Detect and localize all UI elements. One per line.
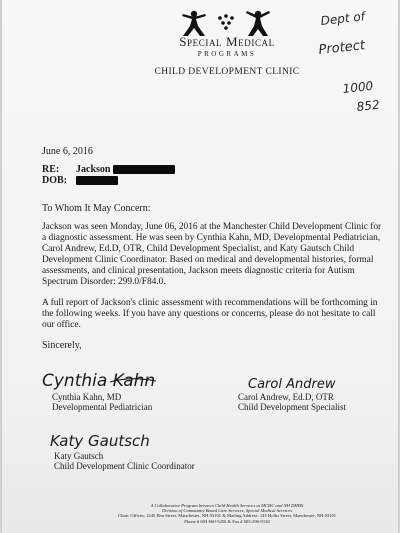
footer [62,503,392,524]
body-paragraph-2: A full report of Jackson's clinic assessment with recommendations will be forthcoming in the following weeks. If you have any questions or concerns, please do not hesitate to call our office. [42,298,378,330]
org-subtitle: PROGRAMS [197,50,257,58]
signer-title: Developmental Pediatrician [52,402,153,412]
re-label: RE: [42,164,60,175]
org-name: Special Medical [179,34,275,49]
signer-title: Child Development Specialist [238,402,346,412]
signer-name: Carol Andrew, Ed.D, OTR [238,392,334,402]
salutation: To Whom It May Concern: [42,203,151,214]
svg-text:Cynthia Kahn: Cynthia Kahn [42,371,156,391]
margin-note-2: Protect [317,38,366,58]
letter-page [2,0,398,533]
redaction-bar [76,176,118,185]
letter-date: June 6, 2016 [42,146,93,157]
subject-block [42,164,175,186]
signer-andrew [238,392,346,412]
margin-note-3: 1000 [342,78,374,96]
redaction-bar [113,165,175,174]
footer-line-2: Division of Community Based Care Services, Special Medical Services [161,508,293,514]
svg-text:Carol Andrew: Carol Andrew [248,377,336,392]
margin-note-1: Dept of [320,9,366,28]
signature-gautsch [48,426,168,452]
signer-title: Child Development Clinic Coordinator [54,461,195,471]
clinic-name: CHILD DEVELOPMENT CLINIC [154,67,300,77]
footer-line-1: A Collaborative Program between Child Health Services at MCHC and NH DHHS [150,503,304,508]
footer-line-4: Phone # 603-660-5456 & Fax # 603-296-0130 [184,518,270,524]
closing: Sincerely, [42,340,82,351]
signer-name: Cynthia Kahn, MD [52,392,122,402]
signer-name: Katy Gautsch [54,451,104,461]
signer-kahn [52,392,152,412]
signature-kahn [40,366,160,392]
signature-andrew [246,368,366,394]
margin-note-4: 852 [356,97,381,114]
signer-gautsch [54,451,195,471]
body-paragraph-1: Jackson was seen Monday, June 06, 2016 at the Manchester Child Development Clinic for a diagnostic assessment. He was seen by Cynthia Kahn, MD, Developmental Pediatrician, Carol Andrew, Ed.D, OTR, Child Development Specialist, and Katy Gautsch Child Development Clinic Coordinator. Based on medical and developmental histories, formal assessments, and clinical presentation, Jackson meets diagnostic criteria for Autism Spectrum Disorder: 299.0/F84.0. [42,222,382,287]
dob-label: DOB: [42,175,67,186]
re-value: Jackson [76,164,111,175]
svg-text:Katy Gautsch: Katy Gautsch [50,432,150,450]
footer-line-3: Clinic Offices: 1245 Elm Street, Manchester, NH 03101 & Mailing Address: 145 Hollis Street, Manchester, NH 03101 [117,513,337,519]
